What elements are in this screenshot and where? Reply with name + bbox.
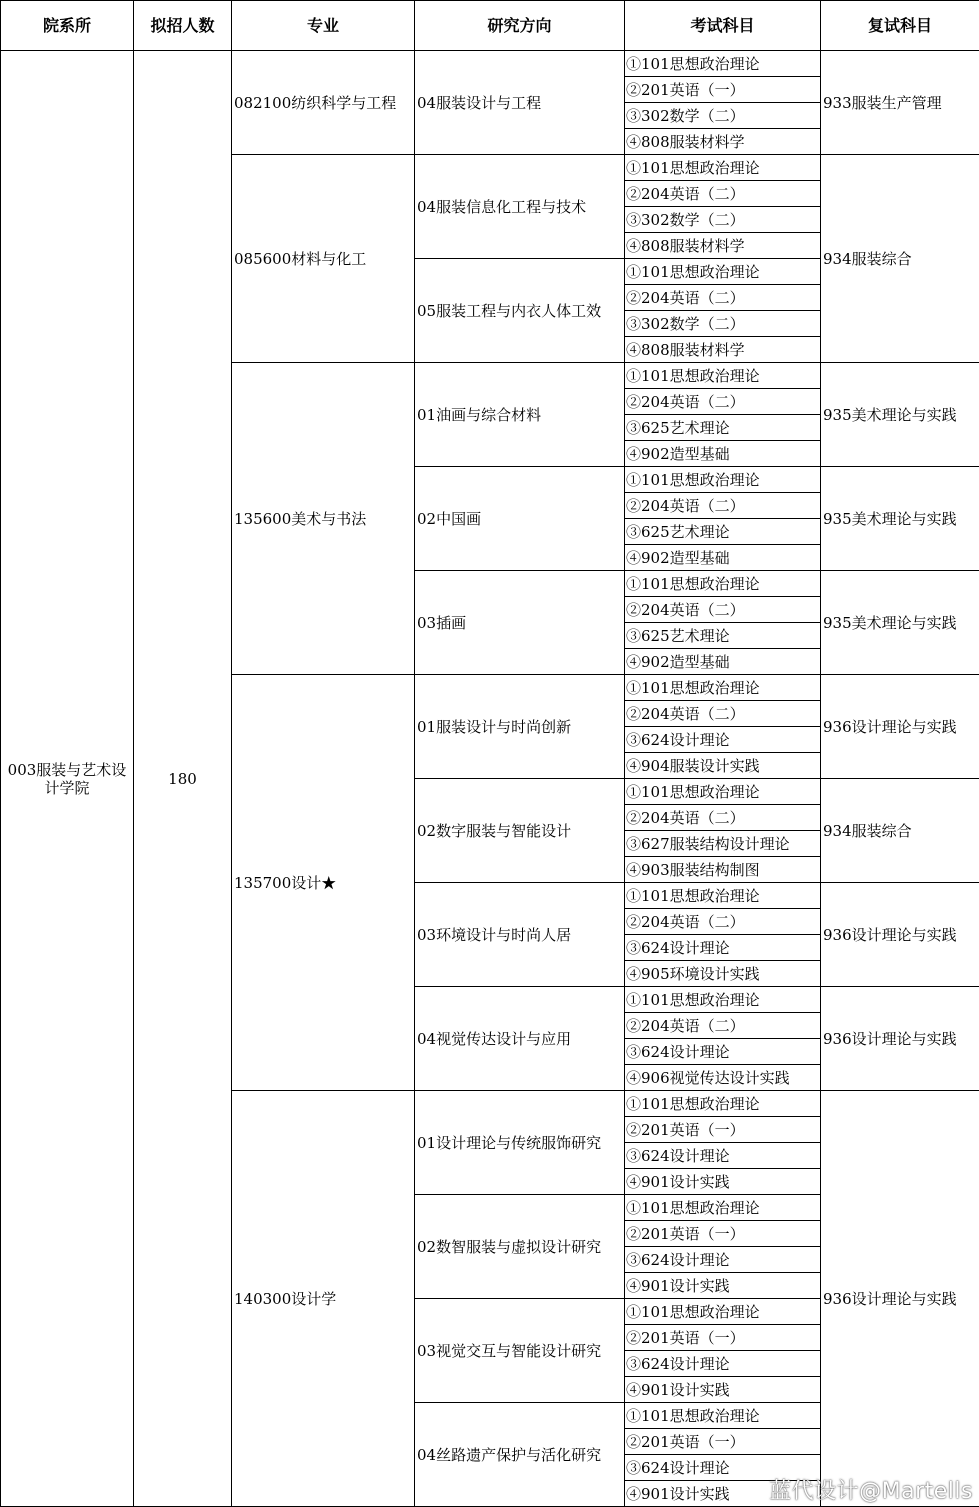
exam-subject-cell: ④904服装设计实践: [625, 753, 821, 779]
major-cell: 135700设计★: [232, 675, 415, 1091]
exam-subject-cell: ②204英语（二）: [625, 181, 821, 207]
major-cell: 140300设计学: [232, 1091, 415, 1507]
exam-subject-cell: ①101思想政治理论: [625, 467, 821, 493]
exam-subject-cell: ③302数学（二）: [625, 311, 821, 337]
exam-subject-cell: ④902造型基础: [625, 649, 821, 675]
direction-cell: 02数智服装与虚拟设计研究: [415, 1195, 625, 1299]
retest-subject-cell: 935美术理论与实践: [821, 571, 979, 675]
exam-subject-cell: ④901设计实践: [625, 1169, 821, 1195]
retest-subject-cell: 936设计理论与实践: [821, 987, 979, 1091]
major-cell: 085600材料与化工: [232, 155, 415, 363]
exam-subject-cell: ③624设计理论: [625, 1039, 821, 1065]
exam-subject-cell: ②201英语（一）: [625, 1325, 821, 1351]
exam-subject-cell: ①101思想政治理论: [625, 1091, 821, 1117]
retest-subject-cell: 935美术理论与实践: [821, 363, 979, 467]
exam-subject-cell: ③624设计理论: [625, 1455, 821, 1481]
retest-subject-cell: 936设计理论与实践: [821, 883, 979, 987]
exam-subject-cell: ④906视觉传达设计实践: [625, 1065, 821, 1091]
header-retest-subjects: 复试科目: [821, 1, 979, 51]
exam-subject-cell: ③624设计理论: [625, 935, 821, 961]
direction-cell: 03插画: [415, 571, 625, 675]
exam-subject-cell: ①101思想政治理论: [625, 571, 821, 597]
table-body: [1, 51, 979, 1507]
exam-subject-cell: ③302数学（二）: [625, 103, 821, 129]
direction-cell: 05服装工程与内衣人体工效: [415, 259, 625, 363]
table-row: [1, 51, 979, 77]
exam-subject-cell: ①101思想政治理论: [625, 51, 821, 77]
direction-cell: 03环境设计与时尚人居: [415, 883, 625, 987]
retest-subject-cell: 934服装综合: [821, 155, 979, 363]
quota-cell: 180: [134, 51, 232, 1507]
header-major: 专业: [232, 1, 415, 51]
retest-subject-cell: 935美术理论与实践: [821, 467, 979, 571]
exam-subject-cell: ③627服装结构设计理论: [625, 831, 821, 857]
header-quota: 拟招人数: [134, 1, 232, 51]
exam-subject-cell: ②204英语（二）: [625, 493, 821, 519]
exam-subject-cell: ③625艺术理论: [625, 415, 821, 441]
major-cell: 135600美术与书法: [232, 363, 415, 675]
exam-subject-cell: ②201英语（一）: [625, 1429, 821, 1455]
exam-subject-cell: ①101思想政治理论: [625, 883, 821, 909]
exam-subject-cell: ②204英语（二）: [625, 389, 821, 415]
direction-cell: 02数字服装与智能设计: [415, 779, 625, 883]
exam-subject-cell: ①101思想政治理论: [625, 259, 821, 285]
exam-subject-cell: ③302数学（二）: [625, 207, 821, 233]
retest-subject-cell: 933服装生产管理: [821, 51, 979, 155]
exam-subject-cell: ①101思想政治理论: [625, 675, 821, 701]
retest-subject-cell: 936设计理论与实践: [821, 675, 979, 779]
exam-subject-cell: ④905环境设计实践: [625, 961, 821, 987]
header-row: [1, 1, 979, 51]
direction-cell: 01服装设计与时尚创新: [415, 675, 625, 779]
direction-cell: 03视觉交互与智能设计研究: [415, 1299, 625, 1403]
exam-subject-cell: ④903服装结构制图: [625, 857, 821, 883]
direction-cell: 04丝路遗产保护与活化研究: [415, 1403, 625, 1507]
retest-subject-cell: 934服装综合: [821, 779, 979, 883]
exam-subject-cell: ②201英语（一）: [625, 1117, 821, 1143]
exam-subject-cell: ④902造型基础: [625, 545, 821, 571]
exam-subject-cell: ②204英语（二）: [625, 597, 821, 623]
exam-subject-cell: ②204英语（二）: [625, 701, 821, 727]
exam-subject-cell: ④808服装材料学: [625, 337, 821, 363]
exam-subject-cell: ①101思想政治理论: [625, 155, 821, 181]
exam-subject-cell: ②201英语（一）: [625, 77, 821, 103]
exam-subject-cell: ①101思想政治理论: [625, 363, 821, 389]
exam-subject-cell: ②204英语（二）: [625, 909, 821, 935]
exam-subject-cell: ①101思想政治理论: [625, 1403, 821, 1429]
exam-subject-cell: ③624设计理论: [625, 727, 821, 753]
direction-cell: 04视觉传达设计与应用: [415, 987, 625, 1091]
exam-subject-cell: ②201英语（一）: [625, 1221, 821, 1247]
header-direction: 研究方向: [415, 1, 625, 51]
direction-cell: 01油画与综合材料: [415, 363, 625, 467]
header-department: 院系所: [1, 1, 134, 51]
watermark: 蓝代设计@Martells: [769, 1479, 973, 1504]
exam-subject-cell: ③624设计理论: [625, 1247, 821, 1273]
exam-subject-cell: ④808服装材料学: [625, 233, 821, 259]
exam-subject-cell: ②204英语（二）: [625, 805, 821, 831]
exam-subject-cell: ④901设计实践: [625, 1481, 821, 1507]
department-cell: 003服装与艺术设计学院: [1, 51, 134, 1507]
exam-subject-cell: ④901设计实践: [625, 1273, 821, 1299]
direction-cell: 04服装设计与工程: [415, 51, 625, 155]
exam-subject-cell: ②204英语（二）: [625, 1013, 821, 1039]
exam-subject-cell: ③625艺术理论: [625, 519, 821, 545]
exam-subject-cell: ③624设计理论: [625, 1351, 821, 1377]
exam-subject-cell: ③625艺术理论: [625, 623, 821, 649]
exam-subject-cell: ①101思想政治理论: [625, 779, 821, 805]
exam-subject-cell: ①101思想政治理论: [625, 1299, 821, 1325]
exam-subject-cell: ④808服装材料学: [625, 129, 821, 155]
direction-cell: 02中国画: [415, 467, 625, 571]
exam-subject-cell: ①101思想政治理论: [625, 987, 821, 1013]
header-exam-subjects: 考试科目: [625, 1, 821, 51]
exam-subject-cell: ①101思想政治理论: [625, 1195, 821, 1221]
exam-subject-cell: ②204英语（二）: [625, 285, 821, 311]
retest-subject-cell: 936设计理论与实践: [821, 1091, 979, 1507]
exam-subject-cell: ④902造型基础: [625, 441, 821, 467]
direction-cell: 01设计理论与传统服饰研究: [415, 1091, 625, 1195]
direction-cell: 04服装信息化工程与技术: [415, 155, 625, 259]
exam-subject-cell: ③624设计理论: [625, 1143, 821, 1169]
exam-subject-cell: ④901设计实践: [625, 1377, 821, 1403]
major-cell: 082100纺织科学与工程: [232, 51, 415, 155]
